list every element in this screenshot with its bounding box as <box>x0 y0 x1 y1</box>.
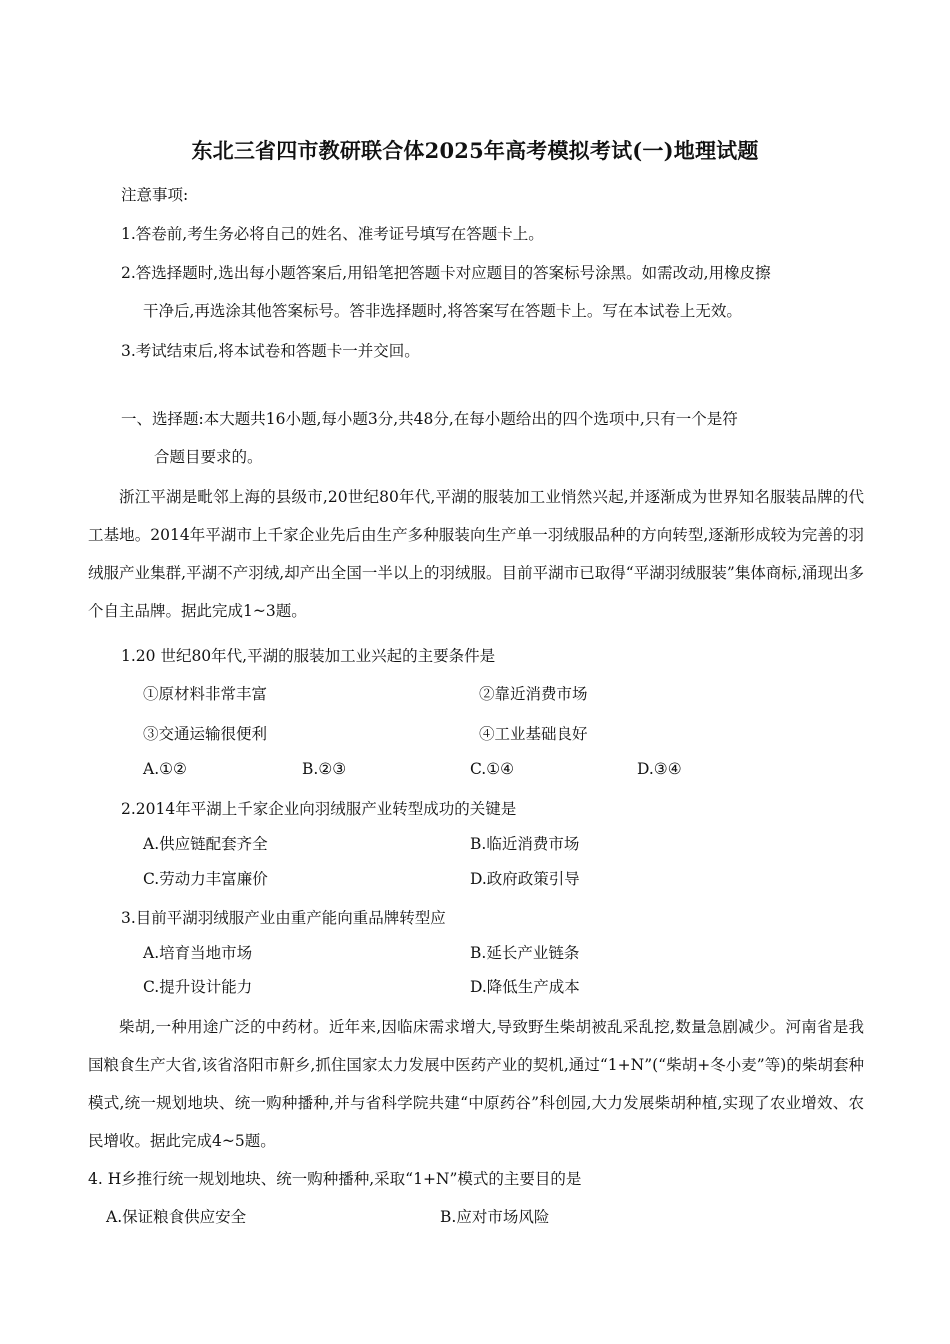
question-1-statement-3: ③交通运输很便利 <box>143 725 268 743</box>
notice-item-2-line-2: 干净后,再选涂其他答案标号。答非选择题时,将答案写在答题卡上。写在本试卷上无效。 <box>143 302 742 320</box>
question-1-option-b: B.②③ <box>302 760 347 778</box>
question-1-option-a: A.①② <box>143 760 187 778</box>
question-3-option-b: B.延长产业链条 <box>470 944 580 962</box>
question-1-statement-4: ④工业基础良好 <box>479 725 588 743</box>
question-2-stem: 2.2014年平湖上千家企业向羽绒服产业转型成功的关键是 <box>121 800 517 818</box>
question-1-statement-1: ①原材料非常丰富 <box>143 685 268 703</box>
question-3-option-c: C.提升设计能力 <box>143 978 253 996</box>
section-heading-line-2: 合题目要求的。 <box>154 448 263 466</box>
question-2-option-c: C.劳动力丰富廉价 <box>143 870 268 888</box>
passage-2: 柴胡,一种用途广泛的中药材。近年来,因临床需求增大,导致野生柴胡被乱采乱挖,数量急剧减少。河南省是我国粮食生产大省,该省洛阳市鼾乡,抓住国家太力发展中医药产业的契机,通过“1+N”(“柴胡+冬小麦”等)的柴胡套种模式,统一规划地块、统一购种播种,并与省科学院共建“中原药谷”科创园,大力发展柴胡种植,实现了农业增效、农民增收。据此完成4~5题。 <box>88 1018 864 1150</box>
question-2-option-b: B.临近消费市场 <box>470 835 580 853</box>
question-3-option-d: D.降低生产成本 <box>470 978 580 996</box>
page-title: 东北三省四市教研联合体2025年高考模拟考试(一)地理试题 <box>191 138 759 163</box>
question-1-stem: 1.20 世纪80年代,平湖的服装加工业兴起的主要条件是 <box>121 647 496 665</box>
question-1-statement-2: ②靠近消费市场 <box>479 685 588 703</box>
question-1-option-c: C.①④ <box>470 760 515 778</box>
question-4-option-b: B.应对市场风险 <box>440 1208 550 1226</box>
question-3-option-a: A.培育当地市场 <box>143 944 253 962</box>
notice-item-1: 1.答卷前,考生务必将自己的姓名、准考证号填写在答题卡上。 <box>121 225 544 243</box>
question-1-option-d: D.③④ <box>637 760 682 778</box>
question-3-stem: 3.目前平湖羽绒服产业由重产能向重品牌转型应 <box>121 909 446 927</box>
notice-heading: 注意事项: <box>121 186 189 204</box>
question-4-option-a: A.保证粮食供应安全 <box>106 1208 247 1226</box>
notice-item-2-line-1: 2.答选择题时,选出每小题答案后,用铅笔把答题卡对应题目的答案标号涂黑。如需改动,用橡皮擦 <box>121 264 771 282</box>
passage-1: 浙江平湖是毗邻上海的县级市,20世纪80年代,平湖的服装加工业悄然兴起,并逐渐成为世界知名服装品牌的代工基地。2014年平湖市上千家企业先后由生产多种服装向生产单一羽绒服品种的方向转型,逐渐形成较为完善的羽绒服产业集群,平湖不产羽绒,却产出全国一半以上的羽绒服。目前平湖市已取得“平湖羽绒服装”集体商标,涌现出多个自主品牌。据此完成1~3题。 <box>88 488 864 620</box>
notice-item-3: 3.考试结束后,将本试卷和答题卡一并交回。 <box>121 342 420 360</box>
section-heading-line-1: 一、选择题:本大题共16小题,每小题3分,共48分,在每小题给出的四个选项中,只有一个是符 <box>121 410 738 428</box>
question-4-stem: 4. H乡推行统一规划地块、统一购种播种,采取“1+N”模式的主要目的是 <box>88 1170 582 1188</box>
question-2-option-d: D.政府政策引导 <box>470 870 580 888</box>
question-2-option-a: A.供应链配套齐全 <box>143 835 268 853</box>
